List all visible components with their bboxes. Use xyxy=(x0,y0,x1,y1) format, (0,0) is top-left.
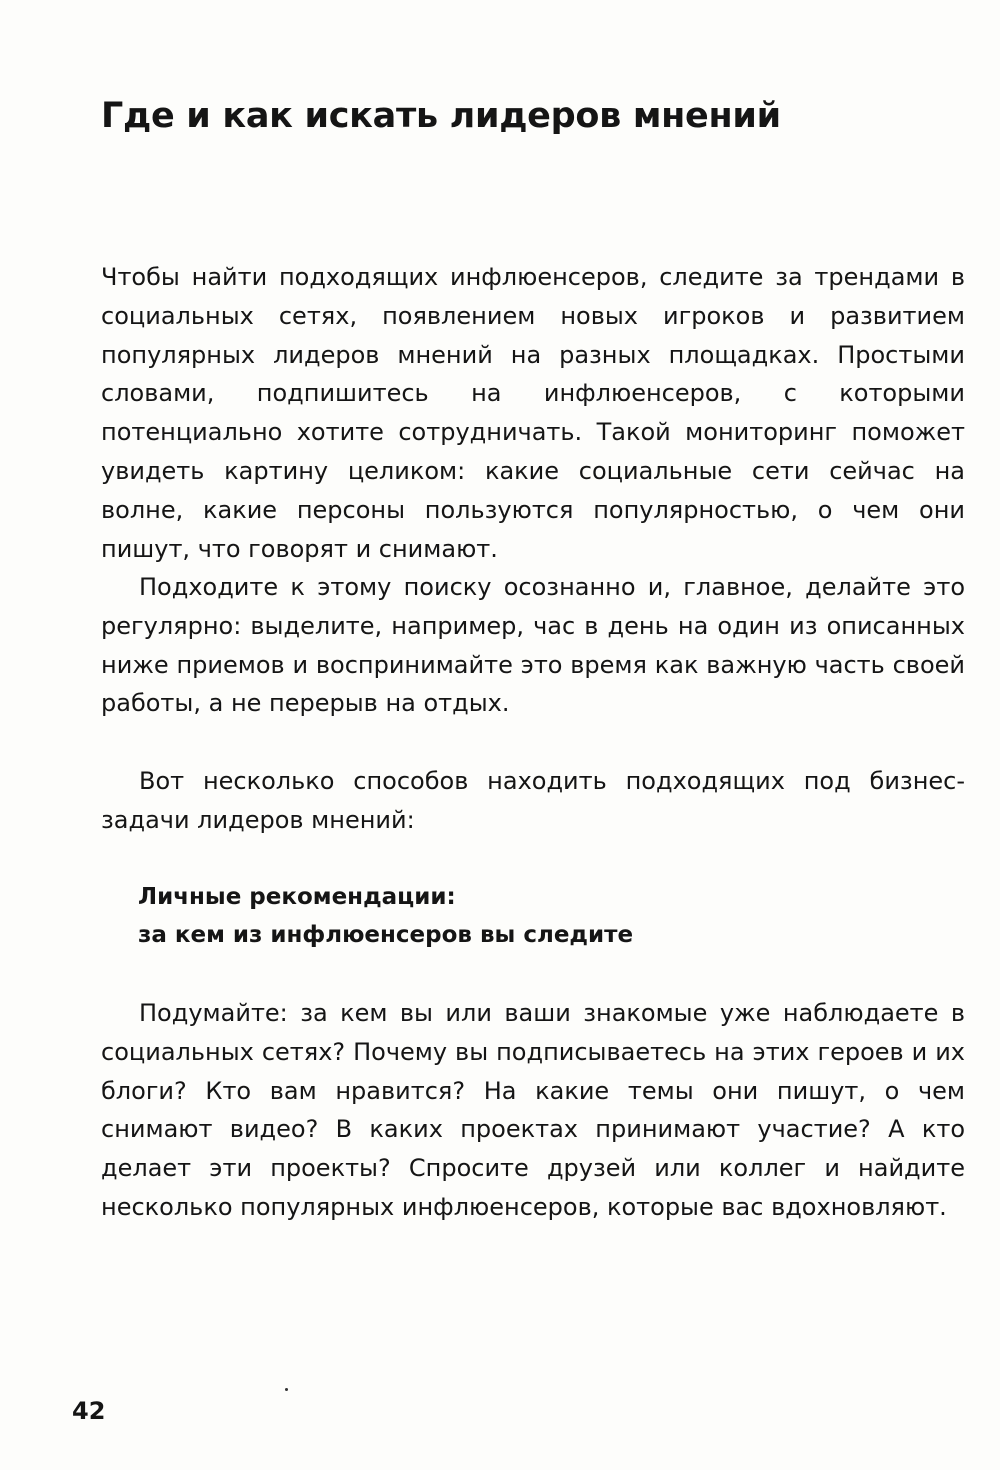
subheading-line-2: за кем из инфлюенсеров вы следите xyxy=(138,922,634,948)
paragraph-personal-recommendations xyxy=(101,994,965,1227)
paragraph-regular-search-text: Подходите к этому поиску осознанно и, главное, делайте это регулярно: выделите, например, час в день на один из описанных ниже приемов и воспринимайте это время как важную часть своей работы, а не перерыв на отдых. xyxy=(101,573,965,718)
page-number: 42 xyxy=(72,1397,106,1425)
paragraph-trends-text: Чтобы найти подходящих инфлюенсеров, следите за трендами в социальных сетях, появлением новых игроков и развитием популярных лидеров мнений на разных площадках. Простыми словами, подпишитесь на инфлюенсеров, с которыми потенциально хотите сотрудничать. Такой мониторинг поможет увидеть картину целиком: какие социальные сети сейчас на волне, какие персоны пользуются популярностью, о чем они пишут, что говорят и снимают. xyxy=(101,263,965,563)
section-subheading xyxy=(138,878,633,954)
print-speck xyxy=(285,1388,288,1391)
page-title: Где и как искать лидеров мнений xyxy=(101,96,781,136)
subheading-line-1: Личные рекомендации: xyxy=(138,884,456,910)
paragraph-personal-recommendations-text: Подумайте: за кем вы или ваши знакомые уже наблюдаете в социальных сетях? Почему вы подписываетесь на этих героев и их блоги? Кто вам нравится? На какие темы они пишут, о чем снимают видео? В каких проектах принимают участие? А кто делает эти проекты? Спросите друзей или коллег и найдите несколько популярных инфлюенсеров, которые вас вдохновляют. xyxy=(101,999,965,1221)
paragraph-methods-intro xyxy=(101,762,965,840)
paragraph-trends xyxy=(101,258,965,568)
paragraph-regular-search xyxy=(101,568,965,723)
paragraph-methods-intro-text: Вот несколько способов находить подходящих под бизнес-задачи лидеров мнений: xyxy=(101,767,965,834)
